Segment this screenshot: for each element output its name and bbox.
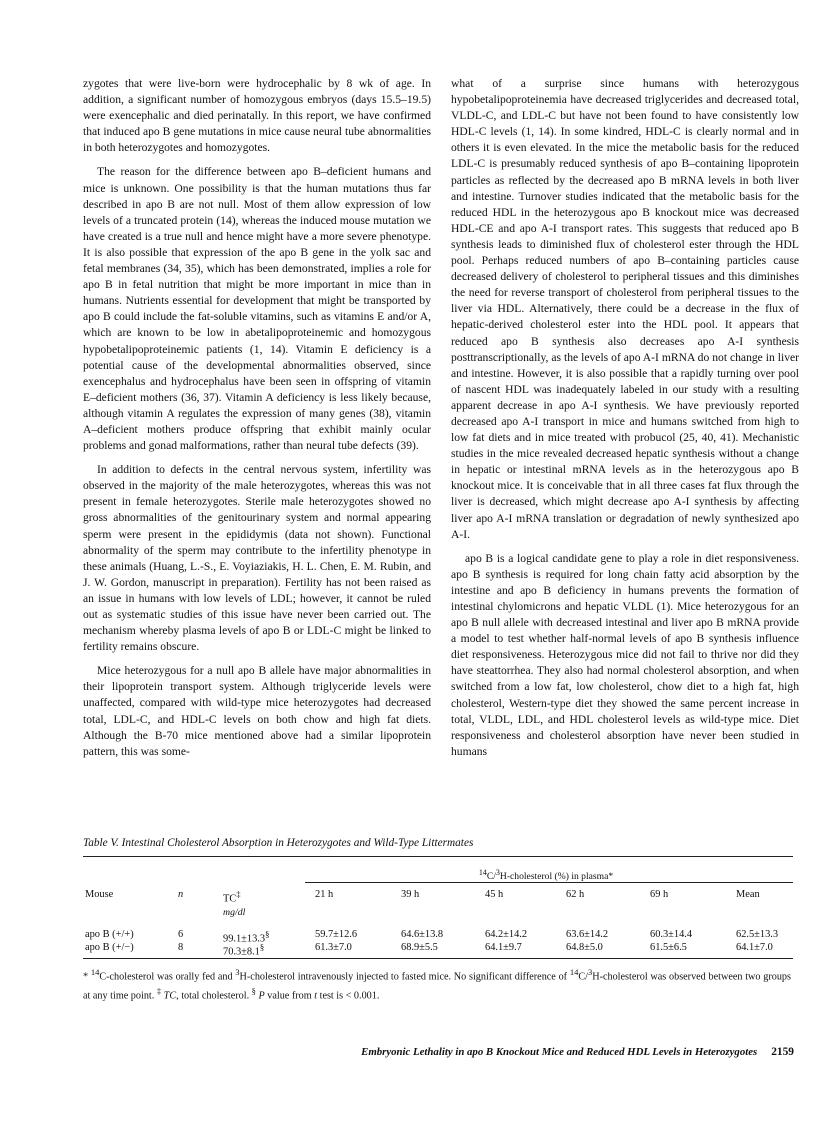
- right-column: [451, 76, 799, 760]
- paragraph: The reason for the difference between apo B–deficient humans and mice is unknown. One possibility is that the human mutations thus far described in apo B are not null. Most of them allow expression of low levels of a truncated protein (14), whereas the induced mouse mutation we have created is a true null and hence might have a more severe phenotype. It is also possible that expression of the apo B gene in the yolk sac and fetal membranes (34, 35), which has been demonstrated, implies a role for apo B in fetal nutrition that might be more important in mice than in humans. Nutrients essential for development that might be transported by apo B could include the fat-soluble vitamins, such as vitamins E and/or A, which are known to be low in abetalipoproteinemic and homozygous hypobetalipoproteinemic patients (1, 14). Vitamin E deficiency is a potential cause of the developmental abnormalities observed, since exencephalus and hydrocephalus have been seen in offspring of vitamin E–deficient mothers (36, 37). Vitamin A deficiency is less likely because, although vitamin A regulates the expression of many genes (38), vitamin A–deficient mothers produce offspring that exhibit mainly ocular problems and gonad malformations, rather than neural tube defects (39).: [83, 165, 431, 453]
- page-number: 2159: [771, 1046, 794, 1058]
- table-row-39h: 68.9±5.5: [401, 942, 438, 953]
- running-footer: [300, 1046, 794, 1058]
- left-column: [83, 76, 431, 760]
- table-top-rule: [83, 856, 793, 857]
- table-row-62h: 64.8±5.0: [566, 942, 603, 953]
- table-row-21h: 59.7±12.6: [315, 929, 358, 940]
- table-row-21h: 61.3±7.0: [315, 942, 352, 953]
- col-header-mouse: Mouse: [85, 889, 114, 900]
- table-row-69h: 61.5±6.5: [650, 942, 687, 953]
- paragraph: In addition to defects in the central nervous system, infertility was observed in the majority of the male heterozygotes, whereas this was not present in female heterozygotes. Sterile male heterozygotes showed no gross abnormalities of the genitourinary system and normal appearing sperm were present in the epididymis (data not shown). Functional abnormality of the sperm may contribute to the infertility phenotype in these animals (Huang, L.-S., E. Voyiaziakis, H. L. Chen, E. M. Rubin, and J. W. Gordon, manuscript in preparation). Fertility has not been raised as an issue in humans with low levels of LDL; however, it cannot be ruled out as systematic studies of this issue have never been carried out. The mechanism whereby plasma levels of apo B or LDL-C might be linked to fertility remains obscure.: [83, 463, 431, 654]
- tc-units: mg/dl: [223, 907, 246, 918]
- table-row-tc: 70.3±8.1§: [223, 942, 265, 958]
- table-row-mean: 62.5±13.3: [736, 929, 779, 940]
- col-header-tc: TC‡: [223, 889, 241, 905]
- paragraph: Mice heterozygous for a null apo B allele have major abnormalities in their lipoprotein transport system. Although triglyceride levels were unaffected, compared with wild-type mice heterozygotes had decreased total, LDL-C, and HDL-C levels on both chow and high fat diets. Although the B-70 mice mentioned above had a similar lipoprotein pattern, this was some-: [83, 664, 431, 758]
- paragraph: apo B is a logical candidate gene to play a role in diet responsiveness. apo B synthesis is required for long chain fatty acid absorption by the intestine and apo B deficiency in humans prevents the formation of intestinal chylomicrons and hepatic VLDL (1). Mice heterozygous for an apo B null allele with decreased intestinal and liver apo B mRNA provide a model to test whether half-normal levels of apo B synthesis influence diet responsiveness. Heterozygous mice did not fail to thrive nor did they have steattorrhea. They also had normal cholesterol absorption, and when switched from a low fat, low cholesterol, chow diet to a high fat, high cholesterol, Western-type diet they showed the same percent increase in total, VLDL, LDL, and HDL cholesterol levels as wild-type mice. Diet responsiveness and cholesterol absorption have never been studied in humans: [451, 551, 799, 758]
- col-header-69h: 69 h: [650, 889, 669, 900]
- table-row-45h: 64.2±14.2: [485, 929, 528, 940]
- running-title: Embryonic Lethality in apo B Knockout Mice and Reduced HDL Levels in Heterozygotes: [361, 1046, 758, 1058]
- table-row-n: 6: [178, 929, 184, 940]
- paragraph: zygotes that were live-born were hydrocephalic by 8 wk of age. In addition, a significant number of homozygous embryos (days 15.5–19.5) were exencephalic and died perinatally. In this report, we have confirmed that induced apo B gene mutations in mice cause neural tube abnormalities in both heterozygotes and homozygotes.: [83, 77, 431, 155]
- table-row-tc: 99.1±13.3§: [223, 929, 270, 945]
- table-row-62h: 63.6±14.2: [566, 929, 609, 940]
- table-row-45h: 64.1±9.7: [485, 942, 522, 953]
- table-caption: Table V. Intestinal Cholesterol Absorption in Heterozygotes and Wild-Type Littermates: [83, 837, 474, 849]
- table-footnote: * $^{14}$C-cholesterol was orally fed and $^3$H-cholesterol intravenously injected to fasted mice. No significant difference of $^{14}$C/$^3$H-cholesterol was observed between two groups at any time point. ‡ TC, total cholesterol. § P value from t test is < 0.001.: [83, 967, 791, 1002]
- col-header-mean: Mean: [736, 889, 760, 900]
- table-row-mean: 64.1±7.0: [736, 942, 773, 953]
- table-row-n: 8: [178, 942, 184, 953]
- col-header-62h: 62 h: [566, 889, 585, 900]
- table-row-mouse: apo B (+/+): [85, 929, 134, 940]
- col-header-21h: 21 h: [315, 889, 334, 900]
- col-header-45h: 45 h: [485, 889, 504, 900]
- span-header-rule: [305, 882, 793, 883]
- table-row-39h: 64.6±13.8: [401, 929, 444, 940]
- table-bottom-rule: [83, 958, 793, 959]
- paragraph: what of a surprise since humans with heterozygous hypobetalipoproteinemia have decreased triglycerides and decreased total, VLDL-C, and LDL-C but have not been found to have consistently low HDL-C levels (1, 14). In some kindred, HDL-C is clearly normal and in others it is even elevated. In the mice the metabolic basis for the reduced LDL-C is presumably reduced synthesis of apo B–containing lipoprotein particles as reflected by the decreased apo B mRNA levels in both liver and intestine. Turnover studies indicated that the metabolic basis for the reduced HDL in the heterozygous apo B knockout mice was decreased HDL-CE and apo A-I transport rates. This suggests that reduced apo B synthesis leads to diminished flux of cholesterol ester through the HDL pool. Perhaps reduced numbers of apo B–containing particles cause decreased delivery of cholesterol to peripheral tissues and this diminishes the need for reverse transport of cholesterol from peripheral tissues to the liver via HDL. Alternatively, there could be a decrease in the flux of hepatic-derived cholesterol ester into the HDL pool. It appears that reduced apo B synthesis also decreases apo A-I synthesis posttranscriptionally, as the levels of apo A-I mRNA do not change in liver and intestine. However, it is also possible that a rapidly turning over pool of nascent HDL was inadequately labeled in our study with a resulting apparent decrease in apo A-I synthesis. We have previously reported decreased apo A-I transport in mice and humans switched from high to low fat diets and in mice treated with probucol (25, 40, 41). Mechanistic studies in the mice revealed decreased hepatic synthesis without a change in hepatic or intestinal mRNA levels as in the heterozygous apo B knockout mice. It is conceivable that in all three cases fat flux through the liver is decreased, which might decrease apo A-I synthesis by affecting liver apo A-I mRNA translation or degradation of newly synthesized apo A-I.: [451, 77, 799, 541]
- table-row-mouse: apo B (+/−): [85, 942, 134, 953]
- table-row-69h: 60.3±14.4: [650, 929, 693, 940]
- span-header: $^{14}$C/$^3$H-cholesterol (%) in plasma*: [478, 868, 614, 883]
- col-header-39h: 39 h: [401, 889, 420, 900]
- col-header-n: n: [178, 889, 184, 900]
